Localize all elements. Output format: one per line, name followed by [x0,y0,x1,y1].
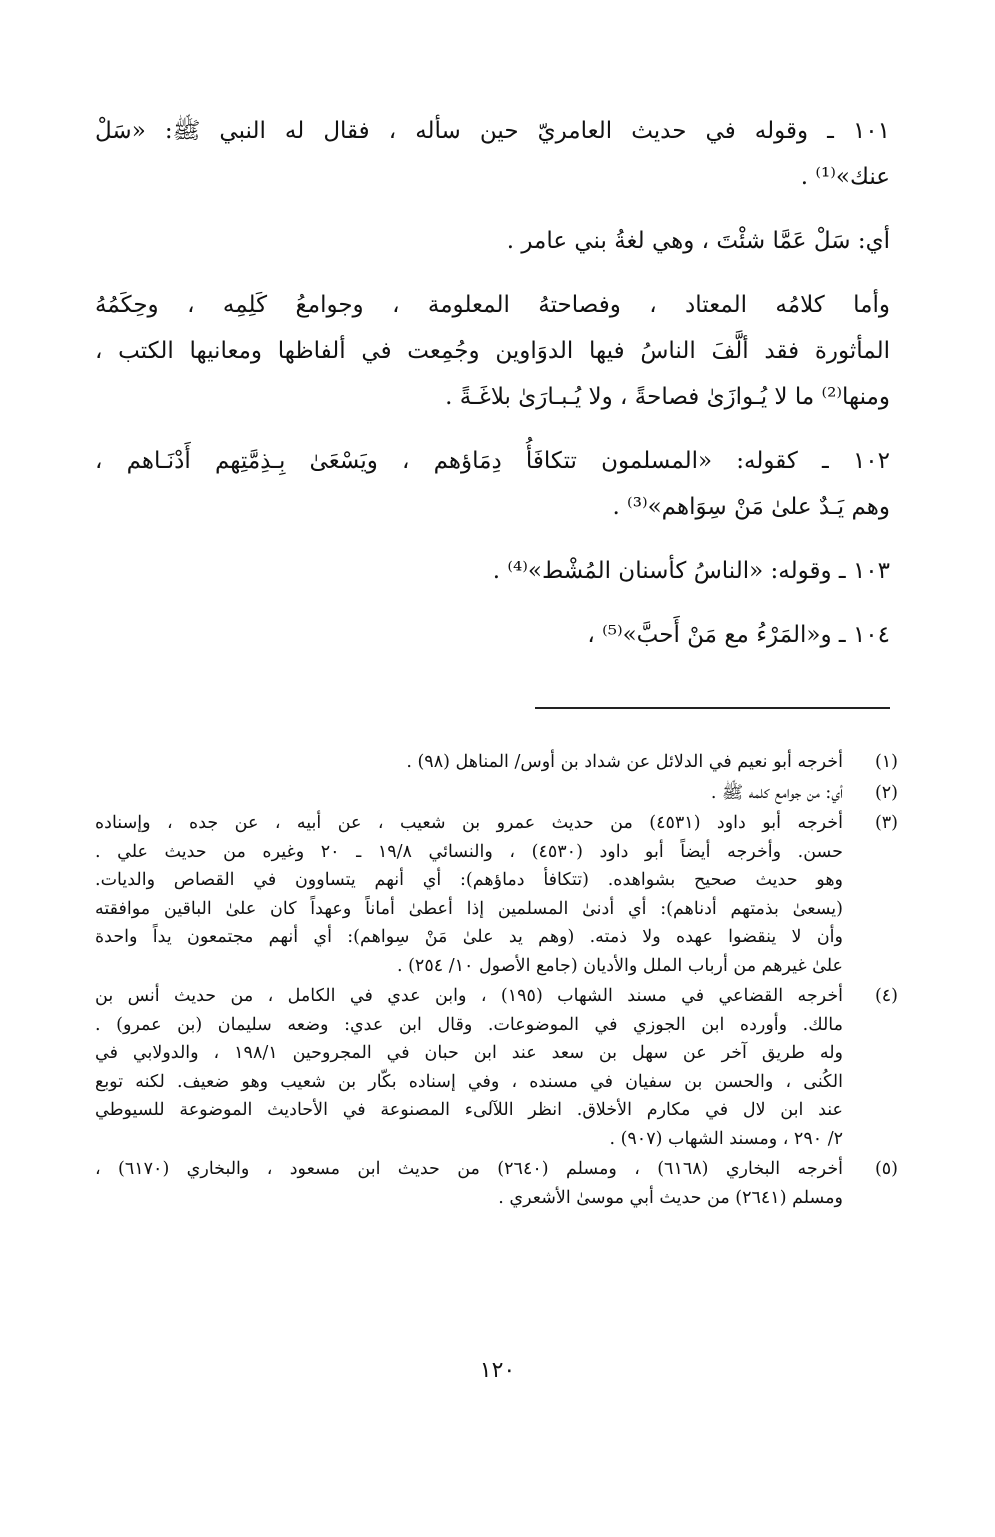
footnote-number: (٣) [874,813,898,833]
footnotes [95,748,898,1214]
footnote-2 [95,779,898,808]
footnote-line: علىٰ غيرهم من أرباب الملل والأديان (جامع الأصول ١٠/ ٢٥٤) . [396,955,843,976]
footnote-line: مالك. وأورده ابن الجوزي في الموضوعات. وقال ابن عدي: وضعه سليمان (بن عمرو) . [95,1014,843,1035]
text-line: عنك»⁽¹⁾ . [800,164,890,190]
footnote-line: (يسعىٰ بذمتهم أدناهم): أي أدنىٰ المسلمين إذا أعطىٰ أماناً وعهداً كان علىٰ الباقين موافقته [95,898,843,919]
footnote-divider [535,707,890,709]
text-line: ١٠٢ ـ كقوله: «المسلمون تتكافَأُ دِمَاؤهم ، ويَسْعَىٰ بِـذِمَّتِهم أَدْنَـاهم ، [95,448,890,474]
footnote-line: أي: من جوامع كلمه ﷺ . [710,782,843,803]
text-line: أي: سَلْ عَمَّا شئْتَ ، وهي لغةُ بني عامر . [506,228,890,254]
footnote-line: عند ابن لال في مكارم الأخلاق. انظر اللآلىء المصنوعة في الأحاديث الموضوعة للسيوطي [95,1100,843,1120]
footnote-line: أخرجه البخاري (٦١٦٨) ، ومسلم (٢٦٤٠) من حديث ابن مسعود ، والبخاري (٦١٧٠) ، [95,1159,844,1179]
paragraph-101 [95,108,890,200]
footnote-text [95,809,843,980]
footnote-text [95,748,843,777]
footnote-line: الكُنى ، والحسن بن سفيان في مسنده ، وفي إسناده بكّار بن شعيب وهو ضعيف. لكنه توبع [95,1071,843,1092]
footnote-line: أخرجه أبو نعيم في الدلائل عن شداد بن أوس/ المناهل (٩٨) . [406,752,843,772]
footnote-number: (٥) [874,1159,898,1179]
paragraph-general [95,282,890,420]
paragraph-102 [95,438,890,530]
text-line: وهم يَـدٌ علىٰ مَنْ سِوَاهم»⁽³⁾ . [612,494,890,520]
footnote-1 [95,748,898,777]
text-line: ١٠٤ ـ و«المَرْءُ مع مَنْ أَحبَّ»⁽⁵⁾ ، [587,622,890,648]
footnote-line: ٢/ ٢٩٠ ، ومسند الشهاب (٩٠٧) . [609,1128,843,1149]
footnote-line: حسن. وأخرجه أيضاً أبو داود (٤٥٣٠) ، والنسائي ١٩/٨ ـ ٢٠ وغيره من حديث علي . [95,841,843,862]
footnote-4 [95,982,898,1153]
footnote-number: (١) [874,752,898,772]
footnote-line: أخرجه القضاعي في مسند الشهاب (١٩٥) ، وابن عدي في الكامل ، من حديث أنس بن [95,986,843,1006]
footnote-line: وله طريق آخر عن سهل بن سعد عند ابن حبان في المجروحين ١٩٨/١ ، والدولابي في [95,1043,843,1063]
page-number: ١٢٠ [479,1358,516,1383]
footnote-5 [95,1155,898,1212]
text-line: المأثورة فقد ألَّفَ الناسُ فيها الدوَاوين وجُمِعت في ألفاظها ومعانيها الكتب ، [95,338,890,364]
text-line: وأما كلامُه المعتاد ، وفصاحتهُ المعلومة ، وجوامعُ كَلِمِه ، وحِكَمُهُ [95,292,890,318]
footnote-text [95,982,843,1153]
paragraph-104 [95,612,890,658]
footnote-line: وأن لا ينقضوا عهده ولا ذمته. (وهم يد علىٰ مَنْ سِواهم): أي أنهم مجتمعون يداً واحدة [95,927,843,947]
main-text [95,108,890,658]
footnote-number: (٤) [874,986,898,1006]
footnote-text [95,779,843,808]
text-line: ومنها⁽²⁾ ما لا يُـوازَىٰ فصاحةً ، ولا يُـبـارَىٰ بلاغَـةً . [445,384,890,410]
paragraph-101-explanation [95,218,890,264]
text-line: ١٠٣ ـ وقوله: «الناسُ كأسنان المُشْط»⁽⁴⁾ . [492,558,890,584]
footnote-3 [95,809,898,980]
footnote-line: ومسلم (٢٦٤١) من حديث أبي موسىٰ الأشعري . [498,1187,843,1208]
footnote-text [95,1155,843,1212]
paragraph-103 [95,548,890,594]
footnote-number: (٢) [874,782,898,803]
text-line: ١٠١ ـ وقوله في حديث العامريّ حين سأله ، فقال له النبي ﷺ: «سَلْ [95,118,890,144]
footnote-line: وهو حديث صحيح بشواهده. (تتكافأ دماؤهم): أي أنهم يتساوون في القصاص والديات. [95,870,843,890]
footnote-line: أخرجه أبو داود (٤٥٣١) من حديث عمرو بن شعيب ، عن أبيه ، عن جده ، وإسناده [95,813,843,833]
